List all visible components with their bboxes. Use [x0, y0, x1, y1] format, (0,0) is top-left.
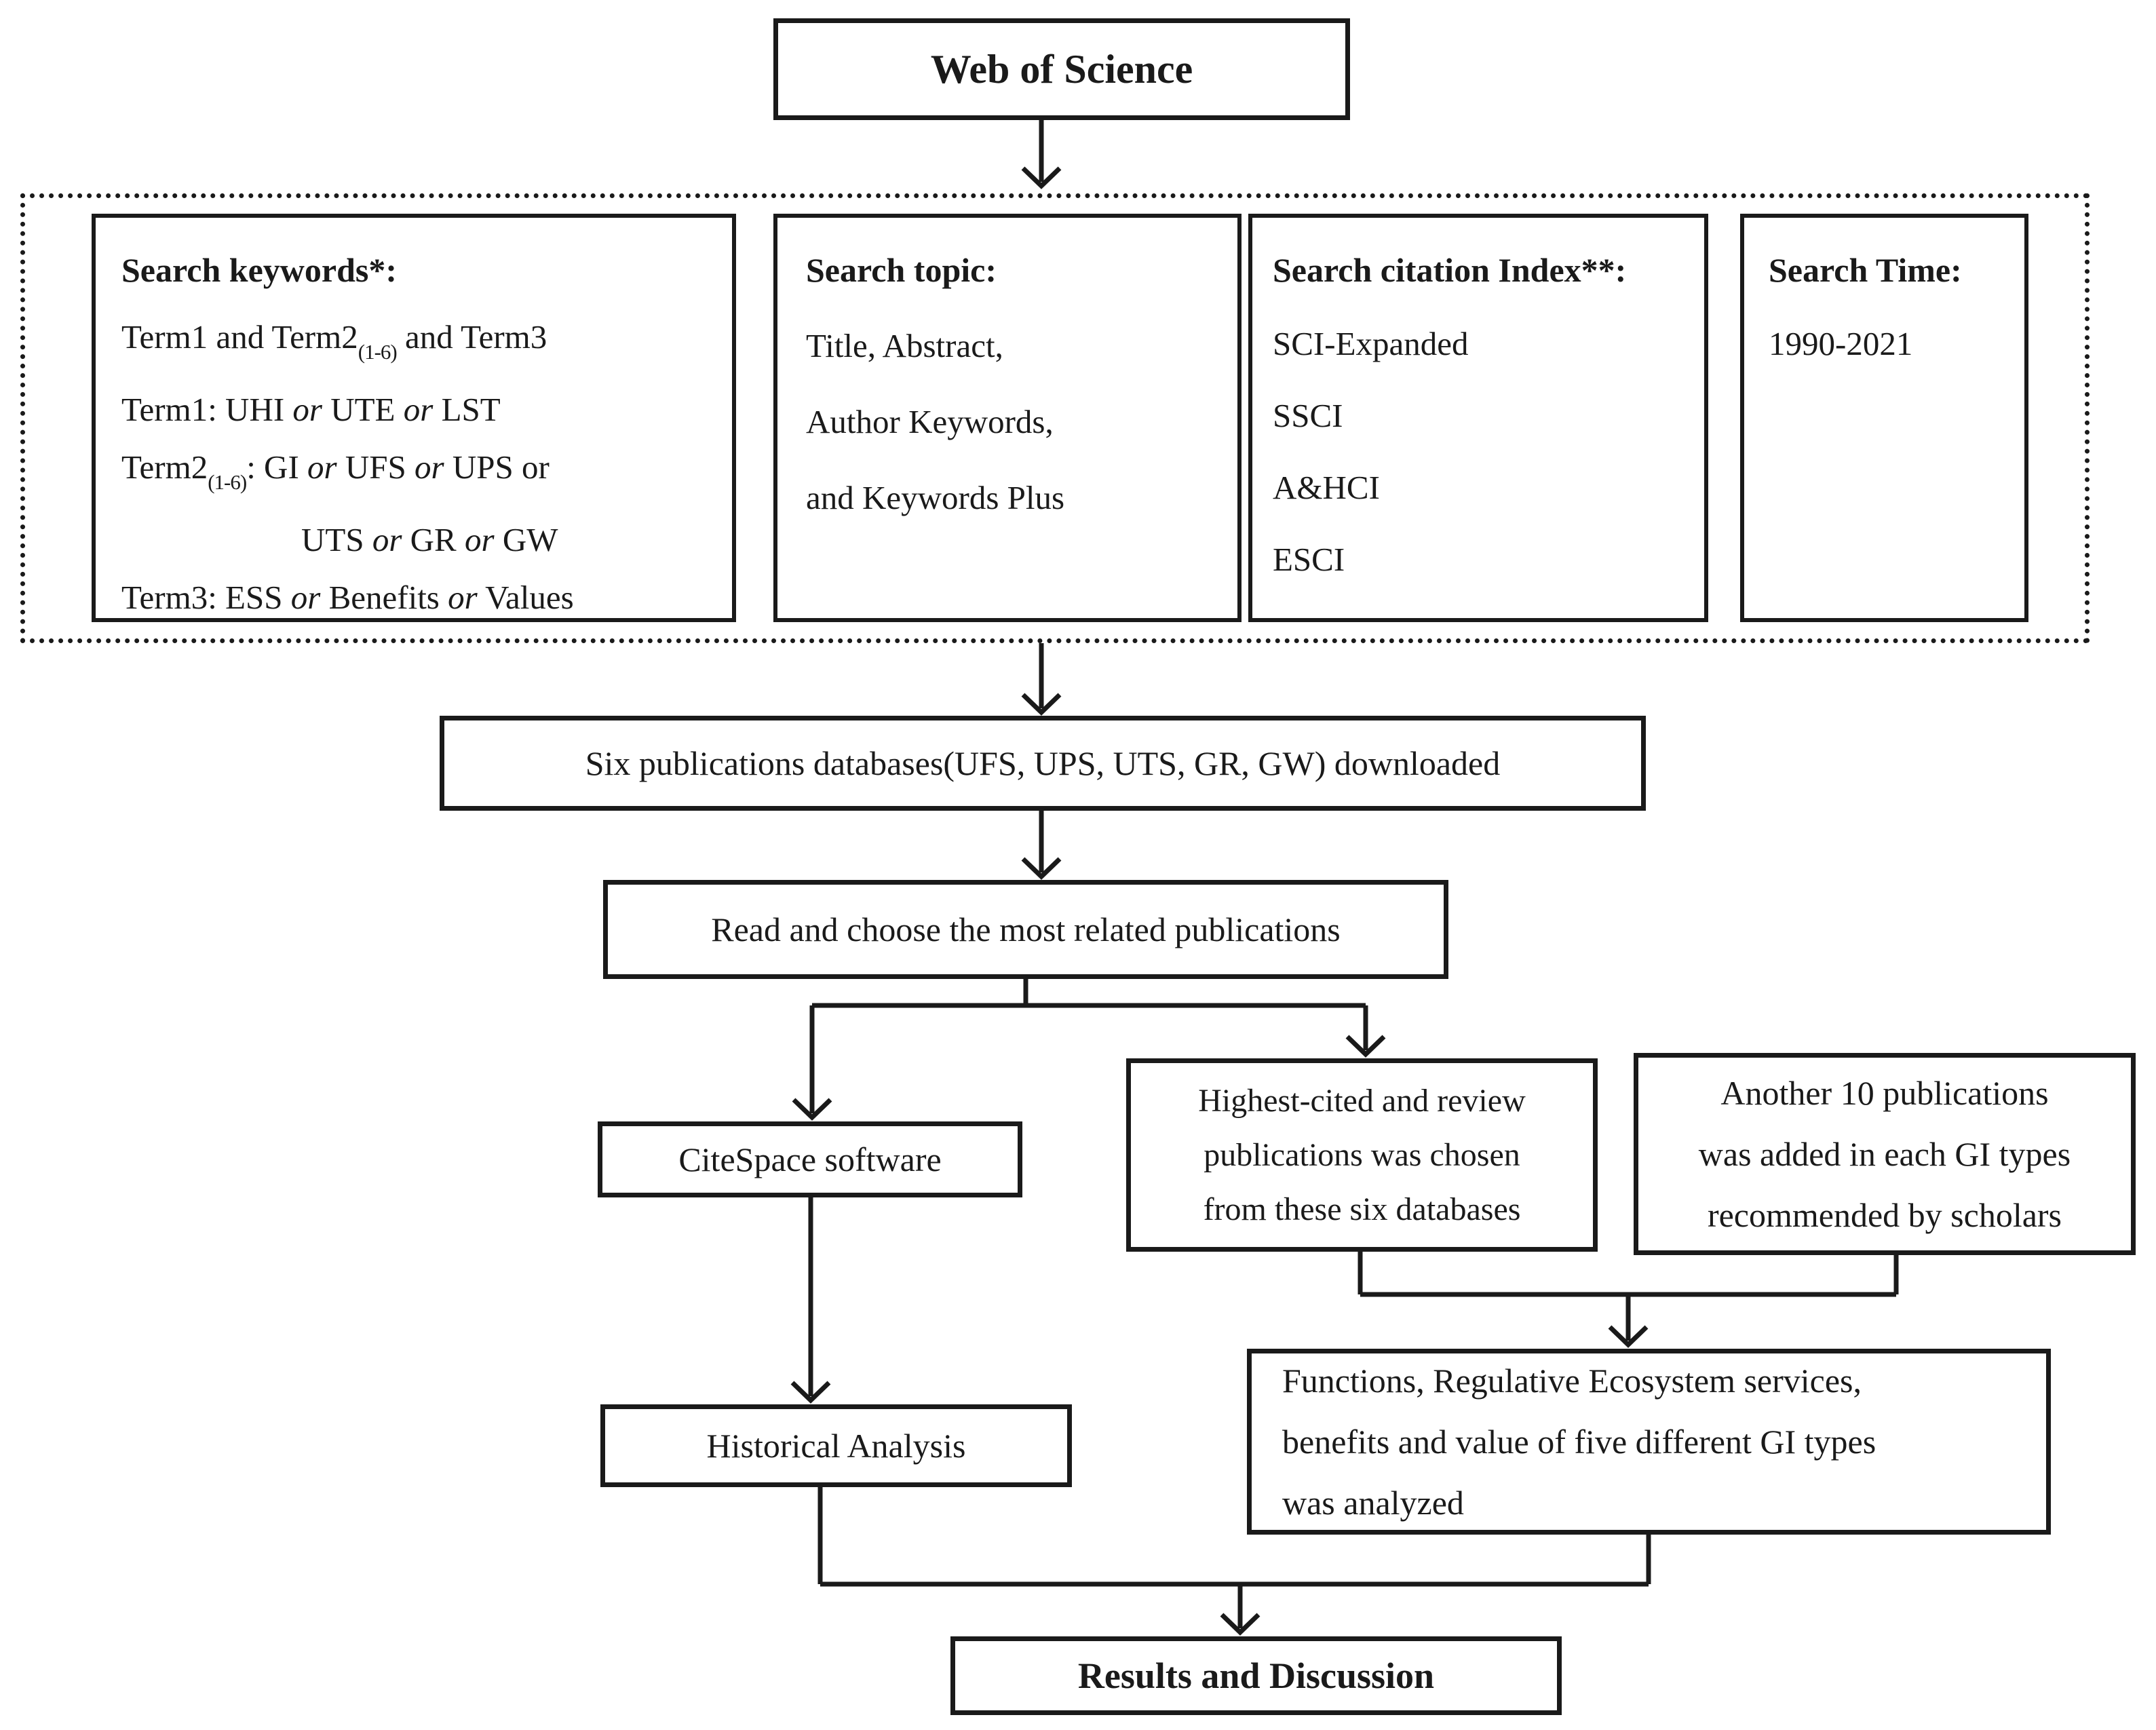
text-line: Highest-cited and review: [1198, 1082, 1526, 1119]
search-time-lines: [1769, 308, 2014, 380]
text-line: A&HCI: [1273, 468, 1380, 506]
text-line: SCI-Expanded: [1273, 324, 1469, 362]
text-line: Title, Abstract,: [806, 326, 1003, 364]
italic-text: or: [448, 578, 478, 616]
branch-connector: [812, 979, 1366, 1005]
results-discussion-box: [950, 1636, 1562, 1715]
arrow-branch-to-citespace-icon: [794, 1005, 830, 1117]
arrow-six-databases-to-read-choose-icon: [1023, 811, 1060, 877]
read-choose-box: [603, 880, 1448, 979]
text-segment: Values: [477, 578, 574, 616]
keyword-line: [121, 569, 721, 626]
text-line: Functions, Regulative Ecosystem services,: [1282, 1362, 1862, 1400]
merge-connector-right: [1360, 1252, 1896, 1294]
italic-text: or: [403, 390, 434, 428]
text-segment: GW: [494, 520, 558, 558]
text-segment: Term1: UHI: [121, 390, 293, 428]
another-ten-box: [1634, 1053, 2136, 1255]
text-segment: UFS: [336, 448, 415, 486]
citespace-label: CiteSpace software: [678, 1140, 942, 1178]
text-segment: : GI: [246, 448, 308, 486]
search-time-box: [1740, 214, 2028, 622]
text-segment: Benefits: [320, 578, 448, 616]
search-citation-index-lines: [1273, 308, 1693, 596]
results-discussion-label: Results and Discussion: [1077, 1655, 1435, 1696]
text-line: SSCI: [1273, 396, 1343, 434]
text-line: publications was chosen: [1204, 1136, 1520, 1173]
search-citation-index-box: [1248, 214, 1708, 622]
arrow-merge-to-results-icon: [1222, 1584, 1258, 1632]
text-line: benefits and value of five different GI types: [1282, 1423, 1876, 1461]
six-databases-label: Six publications databases(UFS, UPS, UTS, GR, GW) downloaded: [585, 744, 1501, 782]
text-line: was added in each GI types: [1698, 1135, 2071, 1173]
web-of-science-label: Web of Science: [930, 46, 1193, 92]
italic-text: or: [290, 578, 321, 616]
arrow-title-to-panel-icon: [1023, 120, 1060, 186]
arrow-panel-to-six-databases-icon: [1023, 643, 1060, 712]
search-keywords-heading: Search keywords*:: [121, 251, 398, 289]
citespace-box: [598, 1121, 1022, 1197]
arrow-branch-to-highest-cited-icon: [1347, 1005, 1384, 1054]
search-citation-index-heading: Search citation Index**:: [1273, 251, 1627, 289]
italic-text: or: [414, 448, 444, 486]
subscript-text: (1-6): [208, 469, 247, 494]
italic-text: or: [292, 390, 322, 428]
text-segment: Term3: ESS: [121, 578, 291, 616]
search-time-heading: Search Time:: [1769, 251, 1962, 289]
search-keywords-box: [92, 214, 736, 622]
text-line: ESCI: [1273, 540, 1345, 578]
text-line: Another 10 publications: [1720, 1074, 2049, 1112]
italic-text: or: [307, 448, 337, 486]
text-segment: LST: [433, 390, 501, 428]
text-line: and Keywords Plus: [806, 478, 1065, 516]
subscript-text: (1-6): [358, 339, 397, 364]
text-segment: GR: [402, 520, 465, 558]
keyword-line: [121, 511, 721, 569]
text-segment: UTE: [322, 390, 404, 428]
search-topic-heading: Search topic:: [806, 251, 997, 289]
arrow-merge-to-functions-icon: [1610, 1294, 1647, 1345]
keyword-line: [121, 381, 721, 438]
read-choose-label: Read and choose the most related publications: [711, 910, 1341, 948]
text-segment: and Term3: [396, 318, 547, 355]
highest-cited-box: [1126, 1058, 1598, 1252]
italic-text: or: [372, 520, 402, 558]
historical-analysis-label: Historical Analysis: [706, 1427, 966, 1465]
historical-analysis-box: [600, 1404, 1072, 1487]
web-of-science-box: [773, 18, 1350, 120]
text-line: 1990-2021: [1769, 324, 1913, 362]
keyword-line: [121, 438, 721, 511]
text-line: was analyzed: [1282, 1484, 1464, 1522]
arrow-citespace-to-historical-icon: [792, 1197, 829, 1400]
six-databases-box: [440, 716, 1646, 811]
keyword-line: [121, 308, 721, 381]
text-segment: Term2: [121, 448, 208, 486]
text-segment: UTS: [301, 520, 372, 558]
italic-text: or: [464, 520, 495, 558]
text-line: recommended by scholars: [1707, 1196, 2062, 1234]
search-topic-lines: [806, 308, 1227, 536]
text-line: Author Keywords,: [806, 402, 1054, 440]
functions-analyzed-box: [1247, 1349, 2051, 1535]
text-segment: Term1 and Term2: [121, 318, 358, 355]
search-keywords-lines: [121, 308, 721, 626]
search-topic-box: [773, 214, 1241, 622]
text-segment: UPS or: [444, 448, 550, 486]
text-line: from these six databases: [1203, 1191, 1521, 1227]
